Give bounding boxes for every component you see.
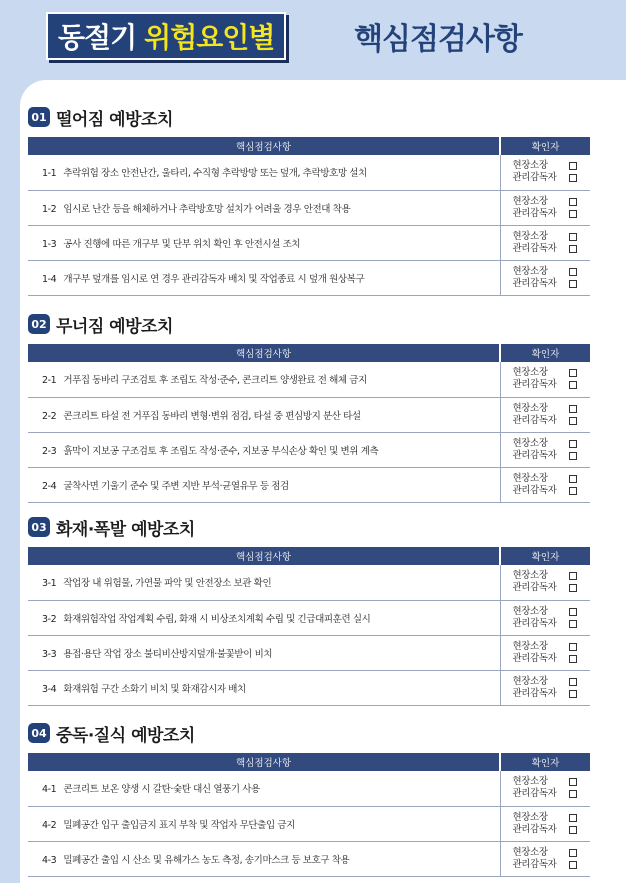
checkbox[interactable] xyxy=(569,245,577,253)
checker-label: 관리감독자 xyxy=(512,277,557,289)
checklist-item xyxy=(28,670,500,705)
table-row xyxy=(28,362,590,397)
table-row xyxy=(28,806,590,841)
page-header xyxy=(0,0,626,82)
checkbox[interactable] xyxy=(569,487,577,495)
checkbox[interactable] xyxy=(569,162,577,170)
checklist-item xyxy=(28,771,500,806)
checkbox[interactable] xyxy=(569,210,577,218)
section-03 xyxy=(28,515,590,706)
checker-label: 관리감독자 xyxy=(512,449,557,461)
checker-label: 관리감독자 xyxy=(512,652,557,664)
checker-label: 관리감독자 xyxy=(512,484,557,496)
item-text: 밀폐공간 출입 시 산소 및 유해가스 농도 측정, 송기마스크 등 보호구 착용 xyxy=(63,854,350,866)
section-number-badge: 03 xyxy=(28,517,50,537)
checker-line xyxy=(513,618,591,630)
checker-line xyxy=(513,570,591,582)
checker-line xyxy=(513,160,591,172)
checker-line xyxy=(513,485,591,497)
table-row xyxy=(28,635,590,670)
checkbox[interactable] xyxy=(569,620,577,628)
checkbox[interactable] xyxy=(569,584,577,592)
table-row xyxy=(28,155,590,190)
checker-cell xyxy=(500,635,590,670)
checkbox[interactable] xyxy=(569,475,577,483)
item-text: 거푸집 동바리 구조검토 후 조립도 작성·준수, 콘크리트 양생완료 전 해체 금지 xyxy=(63,375,367,387)
checklist-item xyxy=(28,225,500,260)
table-row xyxy=(28,397,590,432)
column-header-checker: 확인자 xyxy=(500,344,590,362)
checkbox[interactable] xyxy=(569,814,577,822)
item-text: 밀폐공간 입구 출입금지 표지 부착 및 작업자 무단출입 금지 xyxy=(63,819,295,831)
checkbox[interactable] xyxy=(569,369,577,377)
item-text: 콘크리트 보온 양생 시 갈탄·숯탄 대신 열풍기 사용 xyxy=(63,784,260,796)
table-header-row xyxy=(28,344,590,362)
item-text: 화재위험작업 작업계획 수립, 화재 시 비상조치계획 수립 및 긴급대피훈련 실시 xyxy=(63,613,371,625)
checkbox[interactable] xyxy=(569,174,577,182)
checker-line xyxy=(513,450,591,462)
title-part2: 위험요인별 xyxy=(144,21,275,54)
item-text: 공사 진행에 따른 개구부 및 단부 위치 확인 후 안전시설 조치 xyxy=(63,238,301,250)
table-header-row xyxy=(28,547,590,565)
checkbox[interactable] xyxy=(569,790,577,798)
checklist-item xyxy=(28,260,500,295)
checklist-item xyxy=(28,565,500,600)
checker-cell xyxy=(500,397,590,432)
checker-line xyxy=(513,776,591,788)
checker-label: 관리감독자 xyxy=(512,858,557,870)
section-01 xyxy=(28,105,590,296)
column-header-item: 핵심점검사항 xyxy=(28,137,500,155)
checker-label: 관리감독자 xyxy=(512,172,557,184)
section-heading xyxy=(28,721,590,745)
item-code: 1-2 xyxy=(42,203,57,215)
checker-label: 관리감독자 xyxy=(512,242,557,254)
item-text: 개구부 덮개를 임시로 연 경우 관리감독자 배치 및 작업종료 시 덮개 원상복구 xyxy=(63,273,365,285)
checker-label: 현장소장 xyxy=(512,367,548,379)
table-row xyxy=(28,600,590,635)
checker-line xyxy=(513,266,591,278)
checker-label: 현장소장 xyxy=(512,640,548,652)
checkbox[interactable] xyxy=(569,440,577,448)
checker-label: 관리감독자 xyxy=(512,582,557,594)
item-text: 작업장 내 위험물, 가연물 파악 및 안전장소 보관 확인 xyxy=(63,578,272,590)
checklist-table xyxy=(28,137,590,296)
checkbox[interactable] xyxy=(569,268,577,276)
checklist-table xyxy=(28,547,590,706)
checker-cell xyxy=(500,771,590,806)
checker-cell xyxy=(500,155,590,190)
checker-label: 현장소장 xyxy=(512,195,548,207)
item-code: 2-3 xyxy=(42,445,57,457)
checker-label: 현장소장 xyxy=(512,230,548,242)
checker-label: 현장소장 xyxy=(512,675,548,687)
table-row xyxy=(28,432,590,467)
item-code: 2-1 xyxy=(42,375,57,387)
checker-line xyxy=(513,641,591,653)
column-header-item: 핵심점검사항 xyxy=(28,547,500,565)
checker-line xyxy=(513,278,591,290)
checker-line xyxy=(513,473,591,485)
item-code: 1-3 xyxy=(42,238,57,250)
item-text: 굴착사면 기울기 준수 및 주변 지반 부석·균열유무 등 점검 xyxy=(63,480,289,492)
checklist-item xyxy=(28,362,500,397)
checkbox[interactable] xyxy=(569,405,577,413)
checker-label: 현장소장 xyxy=(512,160,548,172)
checklist-item xyxy=(28,432,500,467)
checker-label: 관리감독자 xyxy=(512,414,557,426)
table-header-row xyxy=(28,753,590,771)
table-row xyxy=(28,225,590,260)
table-row xyxy=(28,670,590,705)
table-row xyxy=(28,841,590,876)
checker-line xyxy=(513,859,591,871)
section-number-badge: 01 xyxy=(28,107,50,127)
checklist-item xyxy=(28,600,500,635)
column-header-checker: 확인자 xyxy=(500,753,590,771)
table-row xyxy=(28,565,590,600)
checker-cell xyxy=(500,841,590,876)
item-text: 콘크리트 타설 전 거푸집 동바리 변형·변위 점검, 타설 중 편심방지 분산 타설 xyxy=(63,410,361,422)
checkbox[interactable] xyxy=(569,655,577,663)
checkbox[interactable] xyxy=(569,233,577,241)
checker-line xyxy=(513,688,591,700)
title-part3: 핵심점검사항 xyxy=(354,22,522,57)
item-code: 3-1 xyxy=(42,578,57,590)
checker-line xyxy=(513,403,591,415)
checker-label: 관리감독자 xyxy=(512,617,557,629)
checker-line xyxy=(513,208,591,220)
checker-label: 관리감독자 xyxy=(512,788,557,800)
checker-line xyxy=(513,676,591,688)
section-title: 화재·폭발 예방조치 xyxy=(56,519,195,540)
checkbox[interactable] xyxy=(569,849,577,857)
item-code: 1-1 xyxy=(42,168,57,180)
column-header-item: 핵심점검사항 xyxy=(28,753,500,771)
checker-cell xyxy=(500,806,590,841)
checker-label: 현장소장 xyxy=(512,570,548,582)
section-title: 중독·질식 예방조치 xyxy=(56,725,195,746)
item-code: 1-4 xyxy=(42,273,57,285)
checker-line xyxy=(513,172,591,184)
checker-line xyxy=(513,653,591,665)
checker-line xyxy=(513,824,591,836)
checkbox[interactable] xyxy=(569,643,577,651)
item-code: 3-4 xyxy=(42,683,57,695)
section-title: 무너짐 예방조치 xyxy=(56,316,173,337)
checklist-item xyxy=(28,806,500,841)
checker-line xyxy=(513,606,591,618)
checker-line xyxy=(513,415,591,427)
checker-cell xyxy=(500,432,590,467)
checker-cell xyxy=(500,670,590,705)
checklist-item xyxy=(28,841,500,876)
section-number-badge: 04 xyxy=(28,723,50,743)
checker-line xyxy=(513,196,591,208)
column-header-checker: 확인자 xyxy=(500,547,590,565)
checker-line xyxy=(513,243,591,255)
checker-label: 관리감독자 xyxy=(512,823,557,835)
item-text: 화재위험 구간 소화기 비치 및 화재감시자 배치 xyxy=(63,683,246,695)
section-heading xyxy=(28,105,590,129)
checker-label: 관리감독자 xyxy=(512,687,557,699)
checker-label: 현장소장 xyxy=(512,605,548,617)
checklist-item xyxy=(28,467,500,502)
checker-line xyxy=(513,231,591,243)
item-code: 4-2 xyxy=(42,819,57,831)
item-text: 흙막이 지보공 구조검토 후 조립도 작성·준수, 지보공 부식손상 확인 및 변위 계측 xyxy=(63,445,379,457)
checker-line xyxy=(513,367,591,379)
checker-label: 현장소장 xyxy=(512,265,548,277)
title-part1: 동절기 xyxy=(58,21,137,54)
checker-label: 현장소장 xyxy=(512,437,548,449)
checker-cell xyxy=(500,362,590,397)
item-text: 용접·용단 작업 장소 불티비산방지덮개·불꽃받이 비치 xyxy=(63,648,273,660)
section-heading xyxy=(28,312,590,336)
item-code: 3-2 xyxy=(42,613,57,625)
checker-label: 관리감독자 xyxy=(512,207,557,219)
section-04 xyxy=(28,721,590,877)
checker-label: 현장소장 xyxy=(512,402,548,414)
column-header-item: 핵심점검사항 xyxy=(28,344,500,362)
checklist-item xyxy=(28,635,500,670)
checklist-item xyxy=(28,397,500,432)
checker-label: 현장소장 xyxy=(512,846,548,858)
table-row xyxy=(28,467,590,502)
checker-cell xyxy=(500,225,590,260)
item-text: 임시로 난간 등을 해체하거나 추락방호망 설치가 어려울 경우 안전대 착용 xyxy=(63,203,351,215)
checker-label: 현장소장 xyxy=(512,472,548,484)
checker-cell xyxy=(500,467,590,502)
checker-line xyxy=(513,788,591,800)
item-code: 3-3 xyxy=(42,648,57,660)
section-02 xyxy=(28,312,590,503)
checker-line xyxy=(513,812,591,824)
checklist-table xyxy=(28,753,590,877)
checkbox[interactable] xyxy=(569,381,577,389)
checkbox[interactable] xyxy=(569,678,577,686)
table-row xyxy=(28,190,590,225)
checker-label: 현장소장 xyxy=(512,811,548,823)
checkbox[interactable] xyxy=(569,452,577,460)
checker-line xyxy=(513,379,591,391)
checkbox[interactable] xyxy=(569,280,577,288)
section-title: 떨어짐 예방조치 xyxy=(56,109,173,130)
checker-cell xyxy=(500,600,590,635)
checkbox[interactable] xyxy=(569,198,577,206)
item-code: 2-4 xyxy=(42,480,57,492)
checker-label: 관리감독자 xyxy=(512,379,557,391)
item-code: 2-2 xyxy=(42,410,57,422)
checker-line xyxy=(513,438,591,450)
checker-label: 현장소장 xyxy=(512,776,548,788)
item-code: 4-1 xyxy=(42,784,57,796)
table-row xyxy=(28,260,590,295)
section-number-badge: 02 xyxy=(28,314,50,334)
checklist-item xyxy=(28,190,500,225)
checker-cell xyxy=(500,565,590,600)
table-row xyxy=(28,771,590,806)
checkbox[interactable] xyxy=(569,826,577,834)
section-heading xyxy=(28,515,590,539)
checkbox[interactable] xyxy=(569,608,577,616)
checker-cell xyxy=(500,260,590,295)
checkbox[interactable] xyxy=(569,861,577,869)
checkbox[interactable] xyxy=(569,572,577,580)
item-text: 추락위험 장소 안전난간, 울타리, 수직형 추락방망 또는 덮개, 추락방호망 설치 xyxy=(63,168,367,180)
title-banner xyxy=(46,12,286,60)
checkbox[interactable] xyxy=(569,690,577,698)
checklist-table xyxy=(28,344,590,503)
checker-line xyxy=(513,582,591,594)
checkbox[interactable] xyxy=(569,778,577,786)
checklist-item xyxy=(28,155,500,190)
checkbox[interactable] xyxy=(569,417,577,425)
item-code: 4-3 xyxy=(42,854,57,866)
checker-line xyxy=(513,847,591,859)
table-header-row xyxy=(28,137,590,155)
checker-cell xyxy=(500,190,590,225)
column-header-checker: 확인자 xyxy=(500,137,590,155)
